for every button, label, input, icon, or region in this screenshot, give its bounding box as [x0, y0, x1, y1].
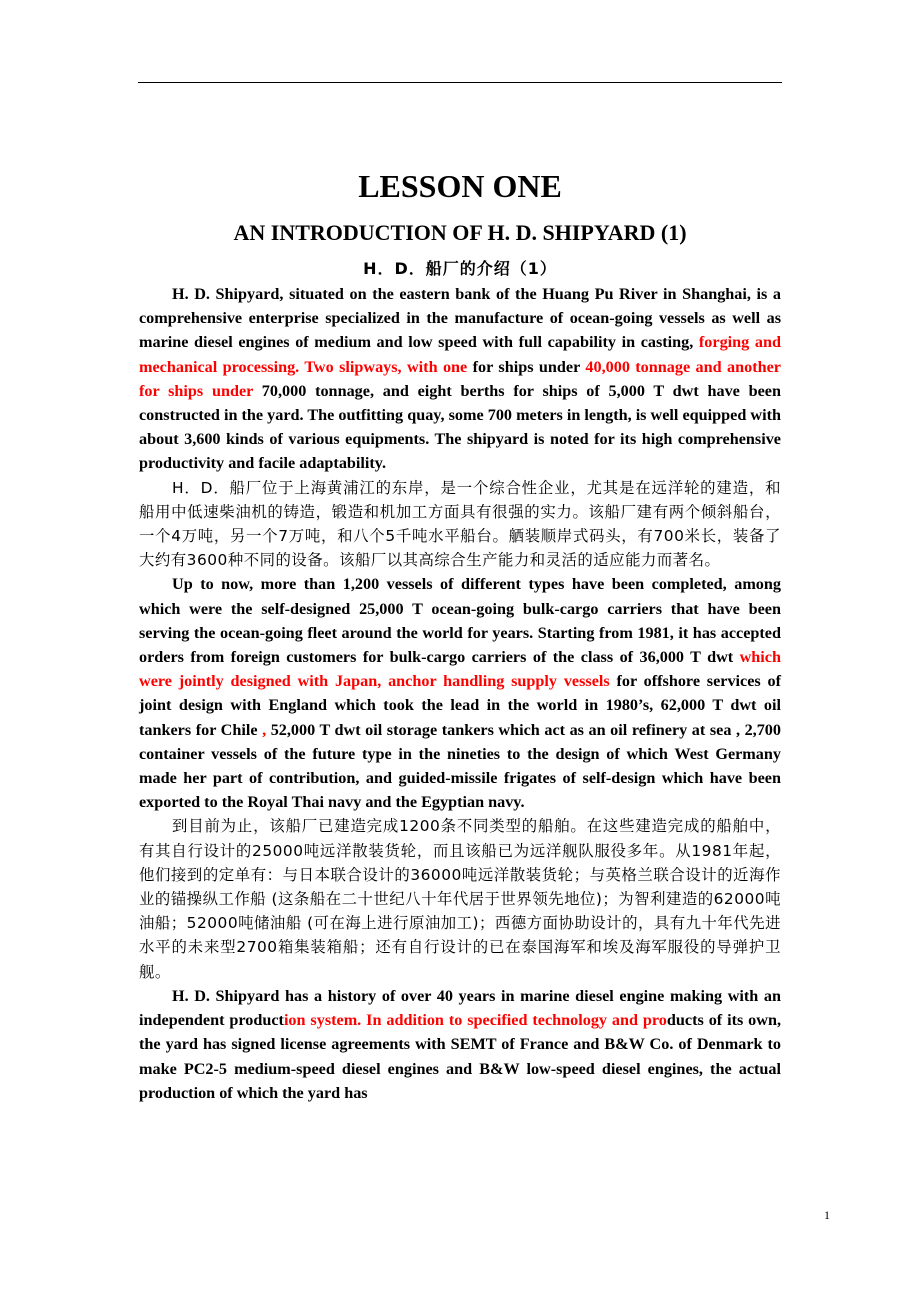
page-number: 1	[824, 1208, 830, 1222]
paragraph-1-chinese: H．D．船厂位于上海黄浦江的东岸，是一个综合性企业，尤其是在远洋轮的建造，和船用中低速柴油机的铸造，锻造和机加工方面具有很强的实力。该船厂建有两个倾斜船台，一个4万吨，另一个7万吨，和八个5千吨水平船台。舾装顺岸式码头，有700米长，装备了大约有3600种不同的设备。该船厂以其高综合生产能力和灵活的适应能力而著名。	[139, 478, 781, 570]
document-body	[139, 282, 781, 1105]
lesson-subtitle: AN INTRODUCTION OF H. D. SHIPYARD (1)	[233, 220, 687, 245]
chinese-subtitle: H．D．船厂的介绍（1）	[363, 259, 557, 278]
paragraph-2-english: Up to now, more than 1,200 vessels of different types have been completed, among which were the self-designed 25,000 T ocean-going bulk-cargo carriers that have been serving the ocean-going fleet around the world for years. Starting from 1981, it has accepted orders from foreign customers for bulk-cargo carriers of the class of 36,000 T dwt which were jointly designed with Japan, anchor handling supply vessels for offshore services of joint design with England which took the lead in the world in 1980’s, 62,000 T dwt oil tankers for Chile , 52,000 T dwt oil storage tankers which act as an oil refinery at sea , 2,700 container vessels of the future type in the nineties to the design of which West Germany made her part of contribution, and guided-missile frigates of self-design which have been exported to the Royal Thai navy and the Egyptian navy.	[139, 575, 782, 812]
paragraph-1-english: H. D. Shipyard, situated on the eastern bank of the Huang Pu River in Shanghai, is a comprehensive enterprise specialized in the manufacture of ocean-going vessels as well as marine diesel engines of medium and low speed with full capability in casting, forging and mechanical processing. Two slipways, with one for ships under 40,000 tonnage and another for ships under 70,000 tonnage, and eight berths for ships of 5,000 T dwt have been constructed in the yard. The outfitting quay, some 700 meters in length, is well equipped with about 3,600 kinds of various equipments. The shipyard is noted for its high comprehensive productivity and facile adaptability.	[139, 285, 781, 473]
paragraph-3-english: H. D. Shipyard has a history of over 40 years in marine diesel engine making with an independent production system. In addition to specified technology and products of its own, the yard has signed license agreements with SEMT of France and B&W Co. of Denmark to make PC2-5 medium-speed diesel engines and B&W low-speed diesel engines, the actual production of which the yard has	[139, 986, 782, 1102]
paragraph-2-chinese: 到目前为止，该船厂已建造完成1200条不同类型的船舶。在这些建造完成的船舶中，有其自行设计的25000吨远洋散装货轮，而且该船已为远洋舰队服役多年。从1981年起，他们接到的定单有：与日本联合设计的36000吨远洋散装货轮；与英格兰联合设计的近海作业的锚操纵工作船 (这条船在二十世纪八十年代居于世界领先地位)；为智利建造的62000吨油船；52000吨储油船 (可在海上进行原油加工)；西德方面协助设计的，具有九十年代先进水平的未来型2700箱集装箱船；还有自行设计的已在泰国海军和埃及海军服役的导弹护卫舰。	[139, 817, 781, 981]
highlighted-text: which were jointly designed with Japan, anchor handling supply vessels	[139, 648, 781, 691]
highlighted-text: ,	[257, 720, 267, 739]
lesson-title: LESSON ONE	[358, 168, 562, 204]
highlighted-text: ion system. In addition to specified technology and pro	[283, 1011, 667, 1030]
highlighted-text: 40,000 tonnage and another for ships under	[139, 357, 781, 400]
highlighted-text: forging and mechanical processing. Two slipways, with one	[139, 333, 781, 376]
header-rule	[138, 82, 782, 83]
